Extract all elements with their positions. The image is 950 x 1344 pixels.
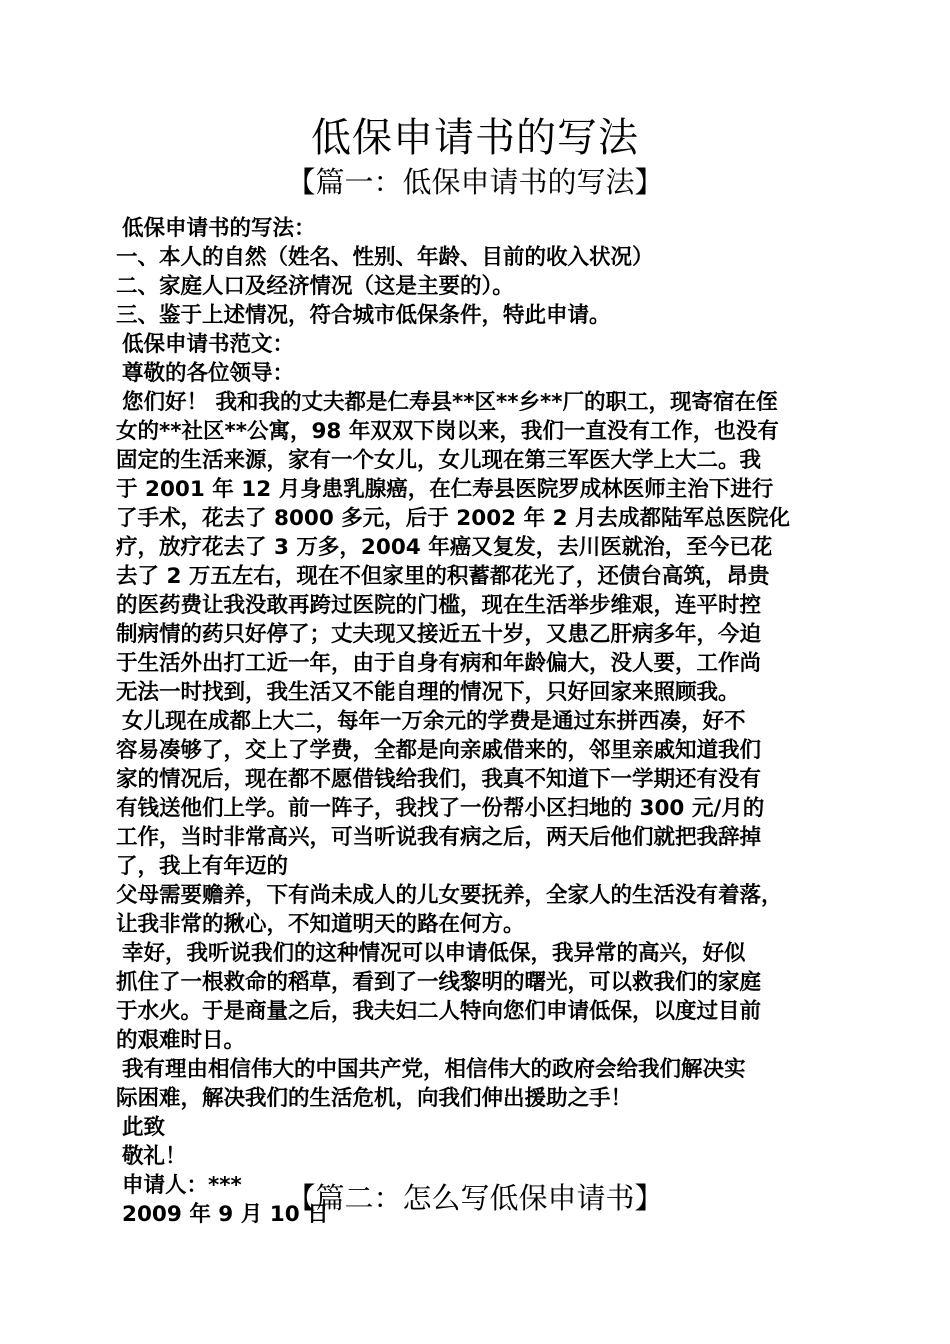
text-line: 于水火。于是商量之后，我夫妇二人特向您们申请低保，以度过目前 xyxy=(116,999,762,1024)
text-line: 女的**社区**公寓，98 年双双下岗以来，我们一直没有工作，也没有 xyxy=(116,419,779,444)
text-line: 固定的生活来源，家有一个女儿，女儿现在第三军医大学上大二。我 xyxy=(116,448,762,473)
text-line: 女儿现在成都上大二，每年一万余元的学费是通过东拼西凑，好不 xyxy=(122,709,746,734)
text-line: 了手术，花去了 8000 多元，后于 2002 年 2 月去成都陆军总医院化 xyxy=(116,506,791,531)
body-text xyxy=(116,214,846,1229)
text-line: 一、本人的自然（姓名、性别、年龄、目前的收入状况） xyxy=(116,245,654,270)
text-line: 此致 xyxy=(122,1115,166,1140)
text-line: 家的情况后，现在都不愿借钱给我们，我真不知道下一学期还有没有 xyxy=(116,767,762,792)
text-line: 敬礼！ xyxy=(122,1144,187,1169)
text-line: 了，我上有年迈的 xyxy=(116,854,289,879)
text-line: 2009 年 9 月 10 日 xyxy=(122,1202,329,1227)
text-line: 申请人：*** xyxy=(122,1173,242,1198)
text-line: 低保申请书的写法： xyxy=(122,216,316,241)
text-line: 际困难，解决我们的生活危机，向我们伸出援助之手！ xyxy=(116,1086,633,1111)
text-line: 于 2001 年 12 月身患乳腺癌，在仁寿县医院罗成林医师主治下进行 xyxy=(116,477,774,502)
text-line: 尊敬的各位领导： xyxy=(122,361,295,386)
text-line: 三、鉴于上述情况，符合城市低保条件，特此申请。 xyxy=(116,303,611,328)
text-line: 有钱送他们上学。前一阵子，我找了一份帮小区扫地的 300 元/月的 xyxy=(116,796,765,821)
text-line: 疗，放疗花去了 3 万多，2004 年癌又复发，去川医就治，至今已花 xyxy=(116,535,773,560)
text-line: 抓住了一根救命的稻草，看到了一线黎明的曙光，可以救我们的家庭 xyxy=(116,970,762,995)
text-line: 的艰难时日。 xyxy=(116,1028,246,1053)
text-line: 父母需要赡养，下有尚未成人的儿女要抚养，全家人的生活没有着落， xyxy=(116,883,783,908)
text-line: 去了 2 万五左右，现在不但家里的积蓄都花光了，还债台高筑，昂贵 xyxy=(116,564,770,589)
text-line: 我有理由相信伟大的中国共产党，相信伟大的政府会给我们解决实 xyxy=(122,1057,746,1082)
text-line: 低保申请书范文： xyxy=(122,332,295,357)
section-1-heading: 【篇一：低保申请书的写法】 xyxy=(286,165,664,199)
section-2-heading: 【篇二：怎么写低保申请书】 xyxy=(286,1181,664,1215)
text-line: 于生活外出打工近一年，由于自身有病和年龄偏大，没人要，工作尚 xyxy=(116,651,762,676)
text-line: 的医药费让我没敢再跨过医院的门槛，现在生活举步维艰，连平时控 xyxy=(116,593,762,618)
text-line: 无法一时找到，我生活又不能自理的情况下，只好回家来照顾我。 xyxy=(116,680,740,705)
text-line: 幸好，我听说我们的这种情况可以申请低保，我异常的高兴，好似 xyxy=(122,941,746,966)
text-line: 工作，当时非常高兴，可当听说我有病之后，两天后他们就把我辞掉 xyxy=(116,825,762,850)
text-line: 容易凑够了，交上了学费，全都是向亲戚借来的，邻里亲戚知道我们 xyxy=(116,738,762,763)
text-line: 制病情的药只好停了；丈夫现又接近五十岁，又患乙肝病多年，今迫 xyxy=(116,622,762,647)
text-line: 您们好！ 我和我的丈夫都是仁寿县**区**乡**厂的职工，现寄宿在侄 xyxy=(122,390,778,415)
text-line: 让我非常的揪心，不知道明天的路在何方。 xyxy=(116,912,525,937)
document-title: 低保申请书的写法 xyxy=(311,115,639,161)
text-line: 二、家庭人口及经济情况（这是主要的）。 xyxy=(116,274,514,299)
